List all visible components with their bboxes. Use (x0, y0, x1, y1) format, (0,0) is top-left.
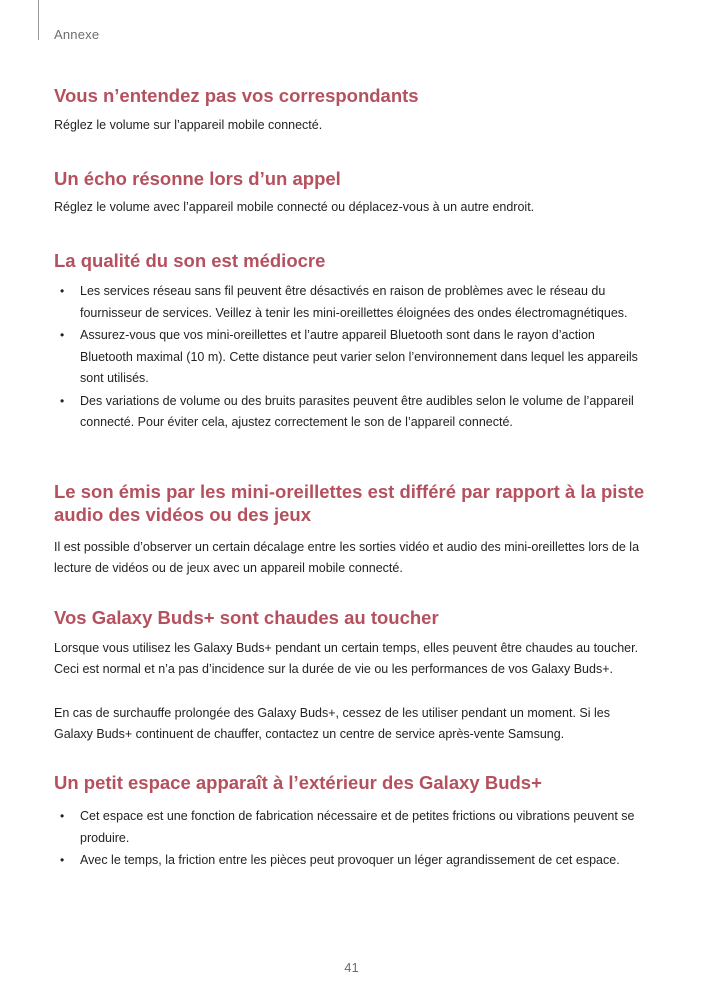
list-item: • Cet espace est une fonction de fabrication nécessaire et de petites frictions ou vibrations peuvent se produire. (54, 806, 644, 849)
paragraph-echo: Réglez le volume avec l’appareil mobile connecté ou déplacez-vous à un autre endroit. (54, 200, 535, 214)
list-item: • Assurez-vous que vos mini-oreillettes et l’autre appareil Bluetooth sont dans le rayon d’action Bluetooth maximal (10 m). Cette distance peut varier selon l’environnement dans lequel les appareils sont utilisés. (54, 325, 644, 390)
list-item: • Des variations de volume ou des bruits parasites peuvent être audibles selon le volume de l’appareil connecté. Pour éviter cela, ajustez correctement le son de l’appareil connecté. (54, 391, 644, 434)
heading-poor-quality: La qualité du son est médiocre (54, 250, 326, 271)
bullet-list-poor-quality (54, 281, 644, 435)
bullet-list-gap (54, 806, 644, 873)
list-item: • Avec le temps, la friction entre les pièces peut provoquer un léger agrandissement de cet espace. (54, 850, 644, 872)
paragraph-warm-2: En cas de surchauffe prolongée des Galaxy Buds+, cessez de les utiliser pendant un moment. Si les Galaxy Buds+ continuent de chauffer, contactez un centre de service après-vente Samsung. (54, 706, 610, 741)
heading-gap: Un petit espace apparaît à l’extérieur des Galaxy Buds+ (54, 772, 542, 793)
paragraph-no-audio: Réglez le volume sur l’appareil mobile connecté. (54, 118, 323, 132)
heading-audio-delay: Le son émis par les mini-oreillettes est différé par rapport à la piste audio des vidéos ou des jeux (54, 481, 645, 525)
bullet-icon: • (60, 393, 65, 408)
section-label: Annexe (54, 27, 100, 42)
bullet-icon: • (60, 809, 65, 823)
paragraph-warm-1: Lorsque vous utilisez les Galaxy Buds+ pendant un certain temps, elles peuvent être chaudes au toucher. Ceci est normal et n’a pas d’incidence sur la durée de vie ou les performances de vos Galaxy Buds+. (54, 641, 639, 676)
list-item: • Les services réseau sans fil peuvent être désactivés en raison de problèmes avec le réseau du fournisseur de services. Veillez à tenir les mini-oreillettes éloignées des ondes électromagnétiques. (54, 281, 644, 324)
header-rule (38, 0, 39, 40)
page-number: 41 (344, 960, 359, 975)
bullet-icon: • (60, 853, 65, 867)
heading-no-audio: Vous n’entendez pas vos correspondants (54, 85, 419, 106)
bullet-icon: • (60, 284, 65, 298)
heading-warm: Vos Galaxy Buds+ sont chaudes au toucher (54, 607, 439, 628)
paragraph-audio-delay: Il est possible d’observer un certain décalage entre les sorties vidéo et audio des mini-oreillettes lors de la lecture de vidéos ou de jeux avec un appareil mobile connecté. (54, 540, 640, 575)
bullet-icon: • (60, 328, 65, 342)
heading-echo: Un écho résonne lors d’un appel (54, 168, 341, 189)
